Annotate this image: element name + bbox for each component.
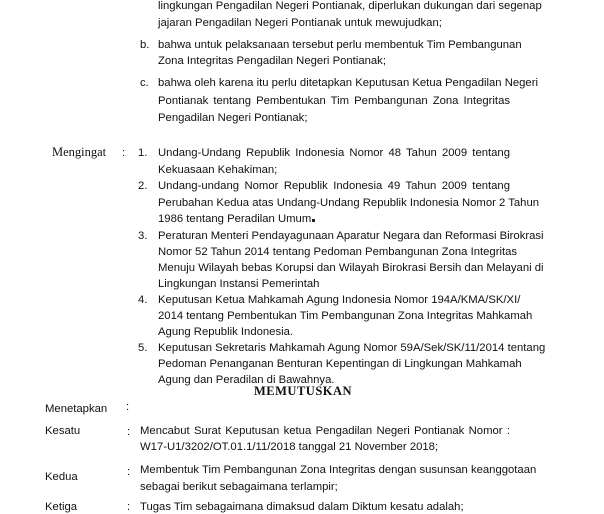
mengingat-item-number: 1.: [138, 147, 148, 159]
mengingat-item-line: Undang-undang Nomor Republik Indonesia 49 Tahun 2009 tentang: [158, 180, 510, 192]
item-c-line: Pontianak tentang Pembentukan Tim Pembangunan Zona Integritas: [158, 95, 510, 107]
item-b-line: Zona Integritas Pengadilan Negeri Pontianak;: [158, 55, 386, 67]
item-c-line: bahwa oleh karena itu perlu ditetapkan Keputusan Ketua Pengadilan Negeri: [158, 77, 538, 89]
mengingat-item-line: Lingkungan Instansi Pemerintah: [158, 278, 320, 290]
ketiga-label: Ketiga: [45, 501, 78, 513]
mengingat-item-line: Agung dan Peradilan di Bawahnya.: [158, 374, 335, 386]
mengingat-label: Mengingat: [52, 145, 107, 159]
mengingat-item-line: 2014 tentang Pembentukan Tim Pembangunan Zona Integritas Mahkamah: [158, 310, 533, 322]
mengingat-item-line: 1986 tentang Peradilan Umum: [158, 213, 312, 225]
preamble-line: jajaran Pengadilan Negeri Pontianak untuk mewujudkan;: [158, 17, 442, 29]
mengingat-item-line: Perubahan Kedua atas Undang-Undang Republik Indonesia Nomor 2 Tahun: [158, 197, 540, 209]
mengingat-colon: :: [122, 147, 126, 159]
item-b-line: bahwa untuk pelaksanaan tersebut perlu membentuk Tim Pembangunan: [158, 39, 522, 51]
kesatu-colon: :: [127, 426, 131, 438]
kesatu-line: W17-U1/3202/OT.01.1/11/2018 tanggal 21 November 2018;: [140, 441, 439, 453]
item-c-letter: c.: [140, 77, 149, 89]
kedua-label: Kedua: [45, 471, 78, 483]
mengingat-item-line: Keputusan Sekretaris Mahkamah Agung Nomor 59A/Sek/SK/11/2014 tentang: [158, 342, 546, 354]
mengingat-item-line-wrap: [158, 212, 315, 226]
menetapkan-label: Menetapkan: [45, 403, 108, 415]
mengingat-item-line: Agung Republik Indonesia.: [158, 326, 294, 338]
mengingat-item-number: 3.: [138, 230, 148, 242]
preamble-line: lingkungan Pengadilan Negeri Pontianak, diperlukan dukungan dari segenap: [158, 0, 542, 12]
kesatu-line: Mencabut Surat Keputusan ketua Pengadilan Negeri Pontianak Nomor :: [140, 425, 510, 437]
mengingat-item-line: Menuju Wilayah bebas Korupsi dan Wilayah Birokrasi Bersih dan Melayani di: [158, 262, 544, 274]
mengingat-item-line: Kekuasaan Kehakiman;: [158, 164, 278, 176]
mengingat-item-line: Keputusan Ketua Mahkamah Agung Indonesia Nomor 194A/KMA/SK/XI/: [158, 294, 521, 306]
item-c-line: Pengadilan Negeri Pontianak;: [158, 112, 308, 124]
mengingat-item-line: Pedoman Penanganan Benturan Kepentingan di Lingkungan Mahkamah: [158, 358, 522, 370]
kedua-colon: :: [127, 466, 131, 478]
mengingat-item-line: Peraturan Menteri Pendayagunaan Aparatur Negara dan Reformasi Birokrasi: [158, 230, 544, 242]
mengingat-item-line: Undang-Undang Republik Indonesia Nomor 48 Tahun 2009 tentang: [158, 147, 510, 159]
bullet-mark-icon: [312, 219, 315, 222]
item-b-letter: b.: [140, 39, 150, 51]
ketiga-colon: :: [127, 501, 131, 513]
memutuskan-heading: MEMUTUSKAN: [254, 384, 353, 398]
kedua-line: sebagai berikut sebagaimana terlampir;: [140, 481, 338, 493]
mengingat-item-number: 5.: [138, 342, 148, 354]
mengingat-item-number: 4.: [138, 294, 148, 306]
mengingat-item-line: Nomor 52 Tahun 2014 tentang Pedoman Pembangunan Zona Integritas: [158, 246, 518, 258]
menetapkan-colon: :: [126, 401, 130, 413]
ketiga-line: Tugas Tim sebagaimana dimaksud dalam Diktum kesatu adalah;: [140, 501, 464, 513]
mengingat-item-number: 2.: [138, 180, 148, 192]
kedua-line: Membentuk Tim Pembangunan Zona Integritas dengan susunsan keanggotaan: [140, 464, 537, 476]
kesatu-label: Kesatu: [45, 425, 81, 437]
